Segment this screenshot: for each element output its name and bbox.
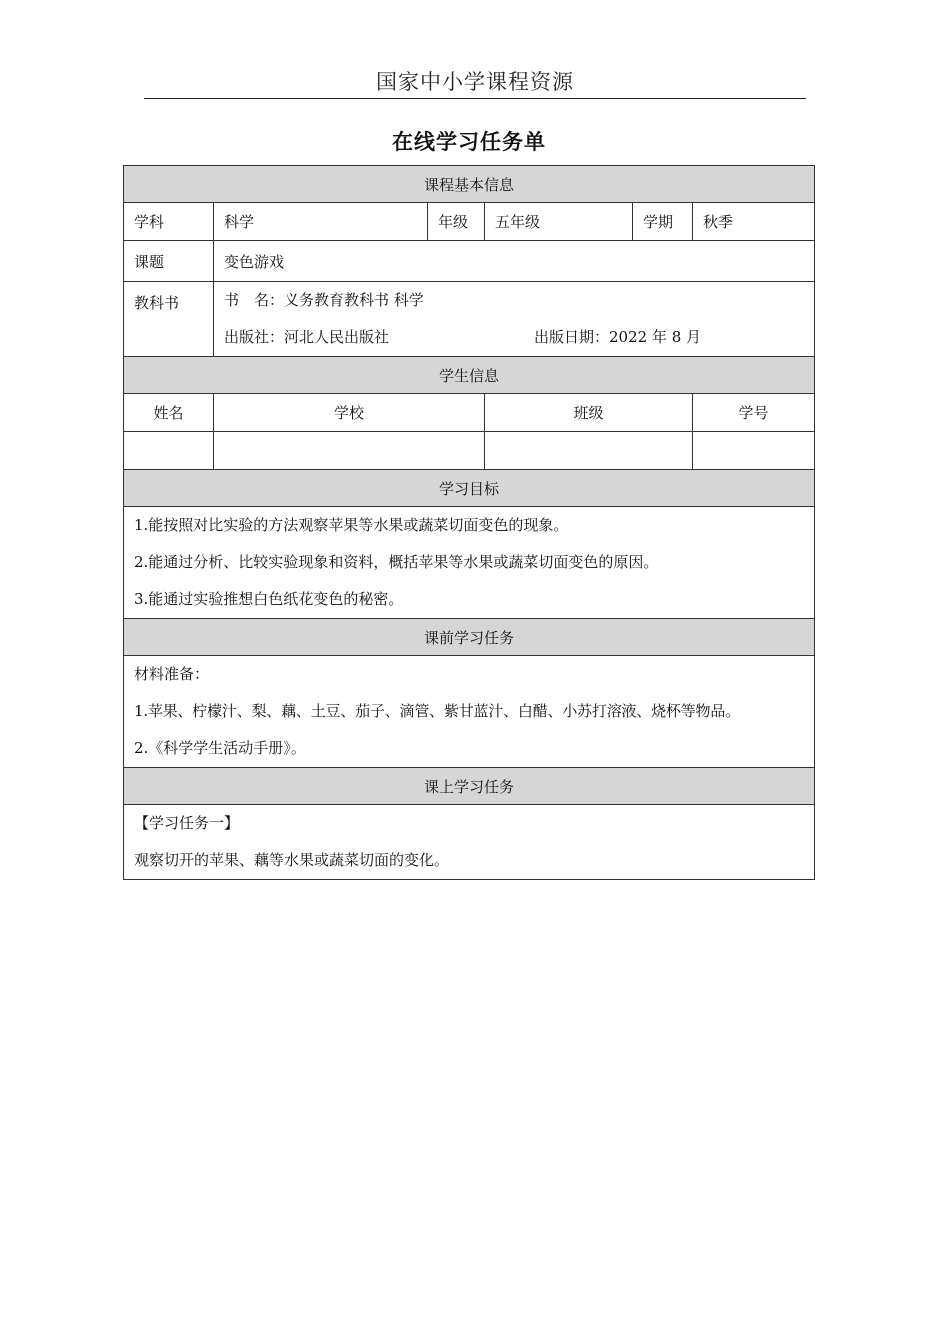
grade-value: 五年级: [485, 203, 633, 241]
publisher-row: [224, 319, 804, 356]
student-school-cell[interactable]: [214, 432, 485, 470]
student-id-cell[interactable]: [693, 432, 815, 470]
textbook-label: 教科书: [124, 282, 214, 357]
publisher-line: 出版社：河北人民出版社: [224, 328, 390, 346]
student-info-heading: 学生信息: [124, 357, 815, 394]
pre-class-item: 2.《科学学生活动手册》。: [134, 739, 306, 757]
objective-item: 2.能通过分析、比较实验现象和资料，概括苹果等水果或蔬菜切面变色的原因。: [134, 553, 659, 571]
textbook-details: [214, 282, 815, 357]
book-name-line: 书 名：义务教育教科书 科学: [224, 291, 424, 309]
term-label: 学期: [633, 203, 693, 241]
pre-class-body: [124, 656, 815, 768]
term-value: 秋季: [693, 203, 815, 241]
publish-date-line: 出版日期：2022 年 8 月: [534, 328, 702, 346]
header-rule: [144, 98, 806, 99]
course-info-heading: 课程基本信息: [124, 166, 815, 203]
objective-item: 3.能通过实验推想白色纸花变色的秘密。: [134, 590, 404, 608]
pre-class-heading: 课前学习任务: [124, 619, 815, 656]
student-school-header: 学校: [214, 394, 485, 432]
pre-class-item: 1.苹果、柠檬汁、梨、藕、土豆、茄子、滴管、紫甘蓝汁、白醋、小苏打溶液、烧杯等物品。: [134, 702, 740, 720]
subject-label: 学科: [124, 203, 214, 241]
document-title: 在线学习任务单: [392, 130, 546, 154]
grade-label: 年级: [428, 203, 485, 241]
student-id-header: 学号: [693, 394, 815, 432]
page-header: 国家中小学课程资源: [376, 70, 574, 94]
task-sheet-table: [123, 165, 815, 880]
pre-class-item: 材料准备：: [134, 665, 210, 683]
objectives-heading: 学习目标: [124, 470, 815, 507]
in-class-item: 观察切开的苹果、藕等水果或蔬菜切面的变化。: [134, 851, 450, 869]
objective-item: 1.能按照对比实验的方法观察苹果等水果或蔬菜切面变色的现象。: [134, 516, 569, 534]
objectives-body: [124, 507, 815, 619]
student-name-cell[interactable]: [124, 432, 214, 470]
topic-value: 变色游戏: [214, 241, 815, 282]
student-class-cell[interactable]: [485, 432, 693, 470]
in-class-body: [124, 805, 815, 880]
in-class-item: 【学习任务一】: [134, 814, 240, 832]
in-class-heading: 课上学习任务: [124, 768, 815, 805]
subject-value: 科学: [214, 203, 428, 241]
student-class-header: 班级: [485, 394, 693, 432]
topic-label: 课题: [124, 241, 214, 282]
student-name-header: 姓名: [124, 394, 214, 432]
